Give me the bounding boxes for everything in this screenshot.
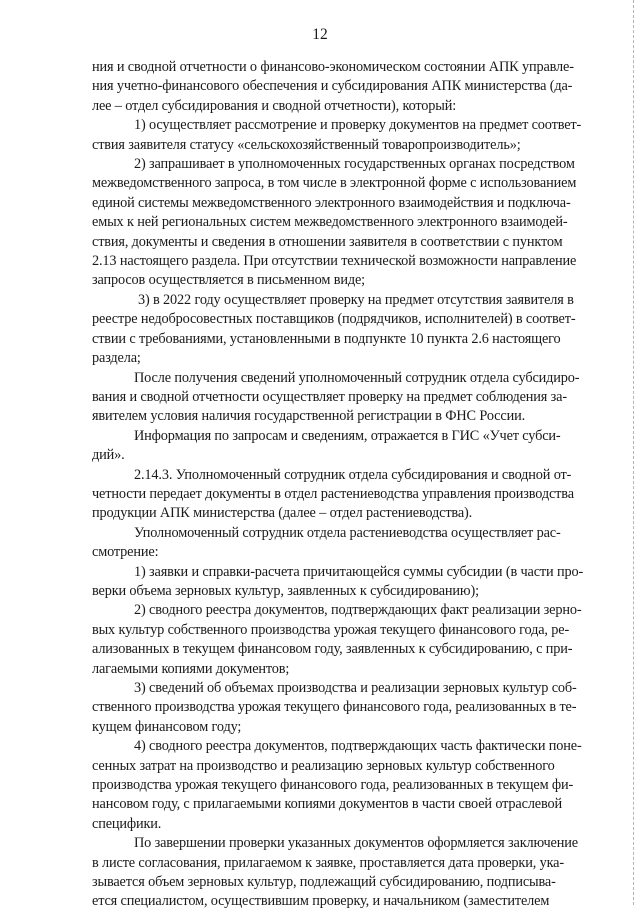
text-line: дий». <box>92 447 125 464</box>
text-line: 3) в 2022 году осуществляет проверку на предмет отсутствия заявителя в <box>138 291 574 308</box>
text-line: ствии с требованиями, установленными в подпункте 10 пункта 2.6 настоящего <box>92 330 561 347</box>
text-line: четности передает документы в отдел растениеводства управления производства <box>92 485 574 502</box>
text-line: ется специалистом, осуществившим проверку, и начальником (заместителем <box>92 893 550 910</box>
text-line: специфики. <box>92 815 162 832</box>
text-line: 2.14.3. Уполномоченный сотрудник отдела субсидирования и сводной от- <box>134 466 572 483</box>
text-line: лее – отдел субсидирования и сводной отчетности), который: <box>92 97 457 114</box>
text-line: ния и сводной отчетности о финансово-экономическом состоянии АПК управле- <box>92 59 574 75</box>
text-line: ственного производства урожая текущего финансового года, реализованных в те- <box>92 699 577 716</box>
text-line: в листе согласования, прилагаемом к заявке, проставляется дата проверки, ука- <box>92 854 564 871</box>
text-line: емых к ней региональных систем межведомственного электронного взаимодей- <box>92 214 568 231</box>
text-line: 4) сводного реестра документов, подтверждающих часть фактически поне- <box>134 738 582 755</box>
text-line: зывается объем зерновых культур, подлежащий субсидированию, подписыва- <box>92 874 556 891</box>
text-line: явителем условия наличия государственной регистрации в ФНС России. <box>92 408 525 425</box>
text-line: производства урожая текущего финансового года, реализованных в текущем фи- <box>92 777 574 794</box>
text-line: верки объема зерновых культур, заявленных к субсидированию); <box>92 582 479 599</box>
text-line: ния учетно-финансового обеспечения и субсидирования АПК министерства (да- <box>92 78 573 95</box>
page-edge <box>625 0 634 905</box>
text-line: раздела; <box>92 350 141 367</box>
text-line: 1) заявки и справки-расчета причитающейся суммы субсидии (в части про- <box>134 563 584 580</box>
text-line: 2) запрашивает в уполномоченных государственных органах посредством <box>134 156 575 173</box>
text-line: Информация по запросам и сведениям, отражается в ГИС «Учет субси- <box>134 427 561 444</box>
text-line: запросов осуществляется в письменном виде; <box>92 272 365 289</box>
text-line: ализованных в текущем финансовом году, заявленных к субсидированию, с при- <box>92 641 573 658</box>
document-body <box>92 58 612 912</box>
text-line: вых культур собственного производства урожая текущего финансового года, ре- <box>92 621 570 638</box>
text-line: реестре недобросовестных поставщиков (подрядчиков, исполнителей) в соответ- <box>92 311 576 328</box>
text-line: ствия заявителя статусу «сельскохозяйственный товаропроизводитель»; <box>92 136 521 153</box>
text-line: 2.13 настоящего раздела. При отсутствии технической возможности направление <box>92 253 577 270</box>
text-line: После получения сведений уполномоченный сотрудник отдела субсидиро- <box>134 369 580 386</box>
text-line: нансовом году, с прилагаемыми копиями документов в части своей отраслевой <box>92 796 563 813</box>
text-line: ствия, документы и сведения в отношении заявителя в соответствии с пунктом <box>92 233 563 250</box>
text-line: сенных затрат на производство и реализацию зерновых культур собственного <box>92 757 555 774</box>
text-line: смотрение: <box>92 544 159 561</box>
text-line: 3) сведений об объемах производства и реализации зерновых культур соб- <box>134 680 577 696</box>
text-line: По завершении проверки указанных документов оформляется заключение <box>134 835 578 852</box>
text-line: межведомственного запроса, в том числе в электронной форме с использованием <box>92 175 577 192</box>
text-line: Уполномоченный сотрудник отдела растениеводства осуществляет рас- <box>134 524 561 541</box>
text-line: кущем финансовом году; <box>92 718 242 735</box>
text-line: вания и сводной отчетности осуществляет проверку на предмет соблюдения за- <box>92 388 567 405</box>
text-line: 1) осуществляет рассмотрение и проверку документов на предмет соответ- <box>134 117 582 134</box>
text-line: единой системы межведомственного электронного взаимодействия и подключа- <box>92 194 571 211</box>
page-number: 12 <box>312 26 328 43</box>
text-line: 2) сводного реестра документов, подтверждающих факт реализации зерно- <box>134 602 582 619</box>
text-line: продукции АПК министерства (далее – отдел растениеводства). <box>92 505 473 522</box>
text-line: лагаемыми копиями документов; <box>92 660 290 677</box>
